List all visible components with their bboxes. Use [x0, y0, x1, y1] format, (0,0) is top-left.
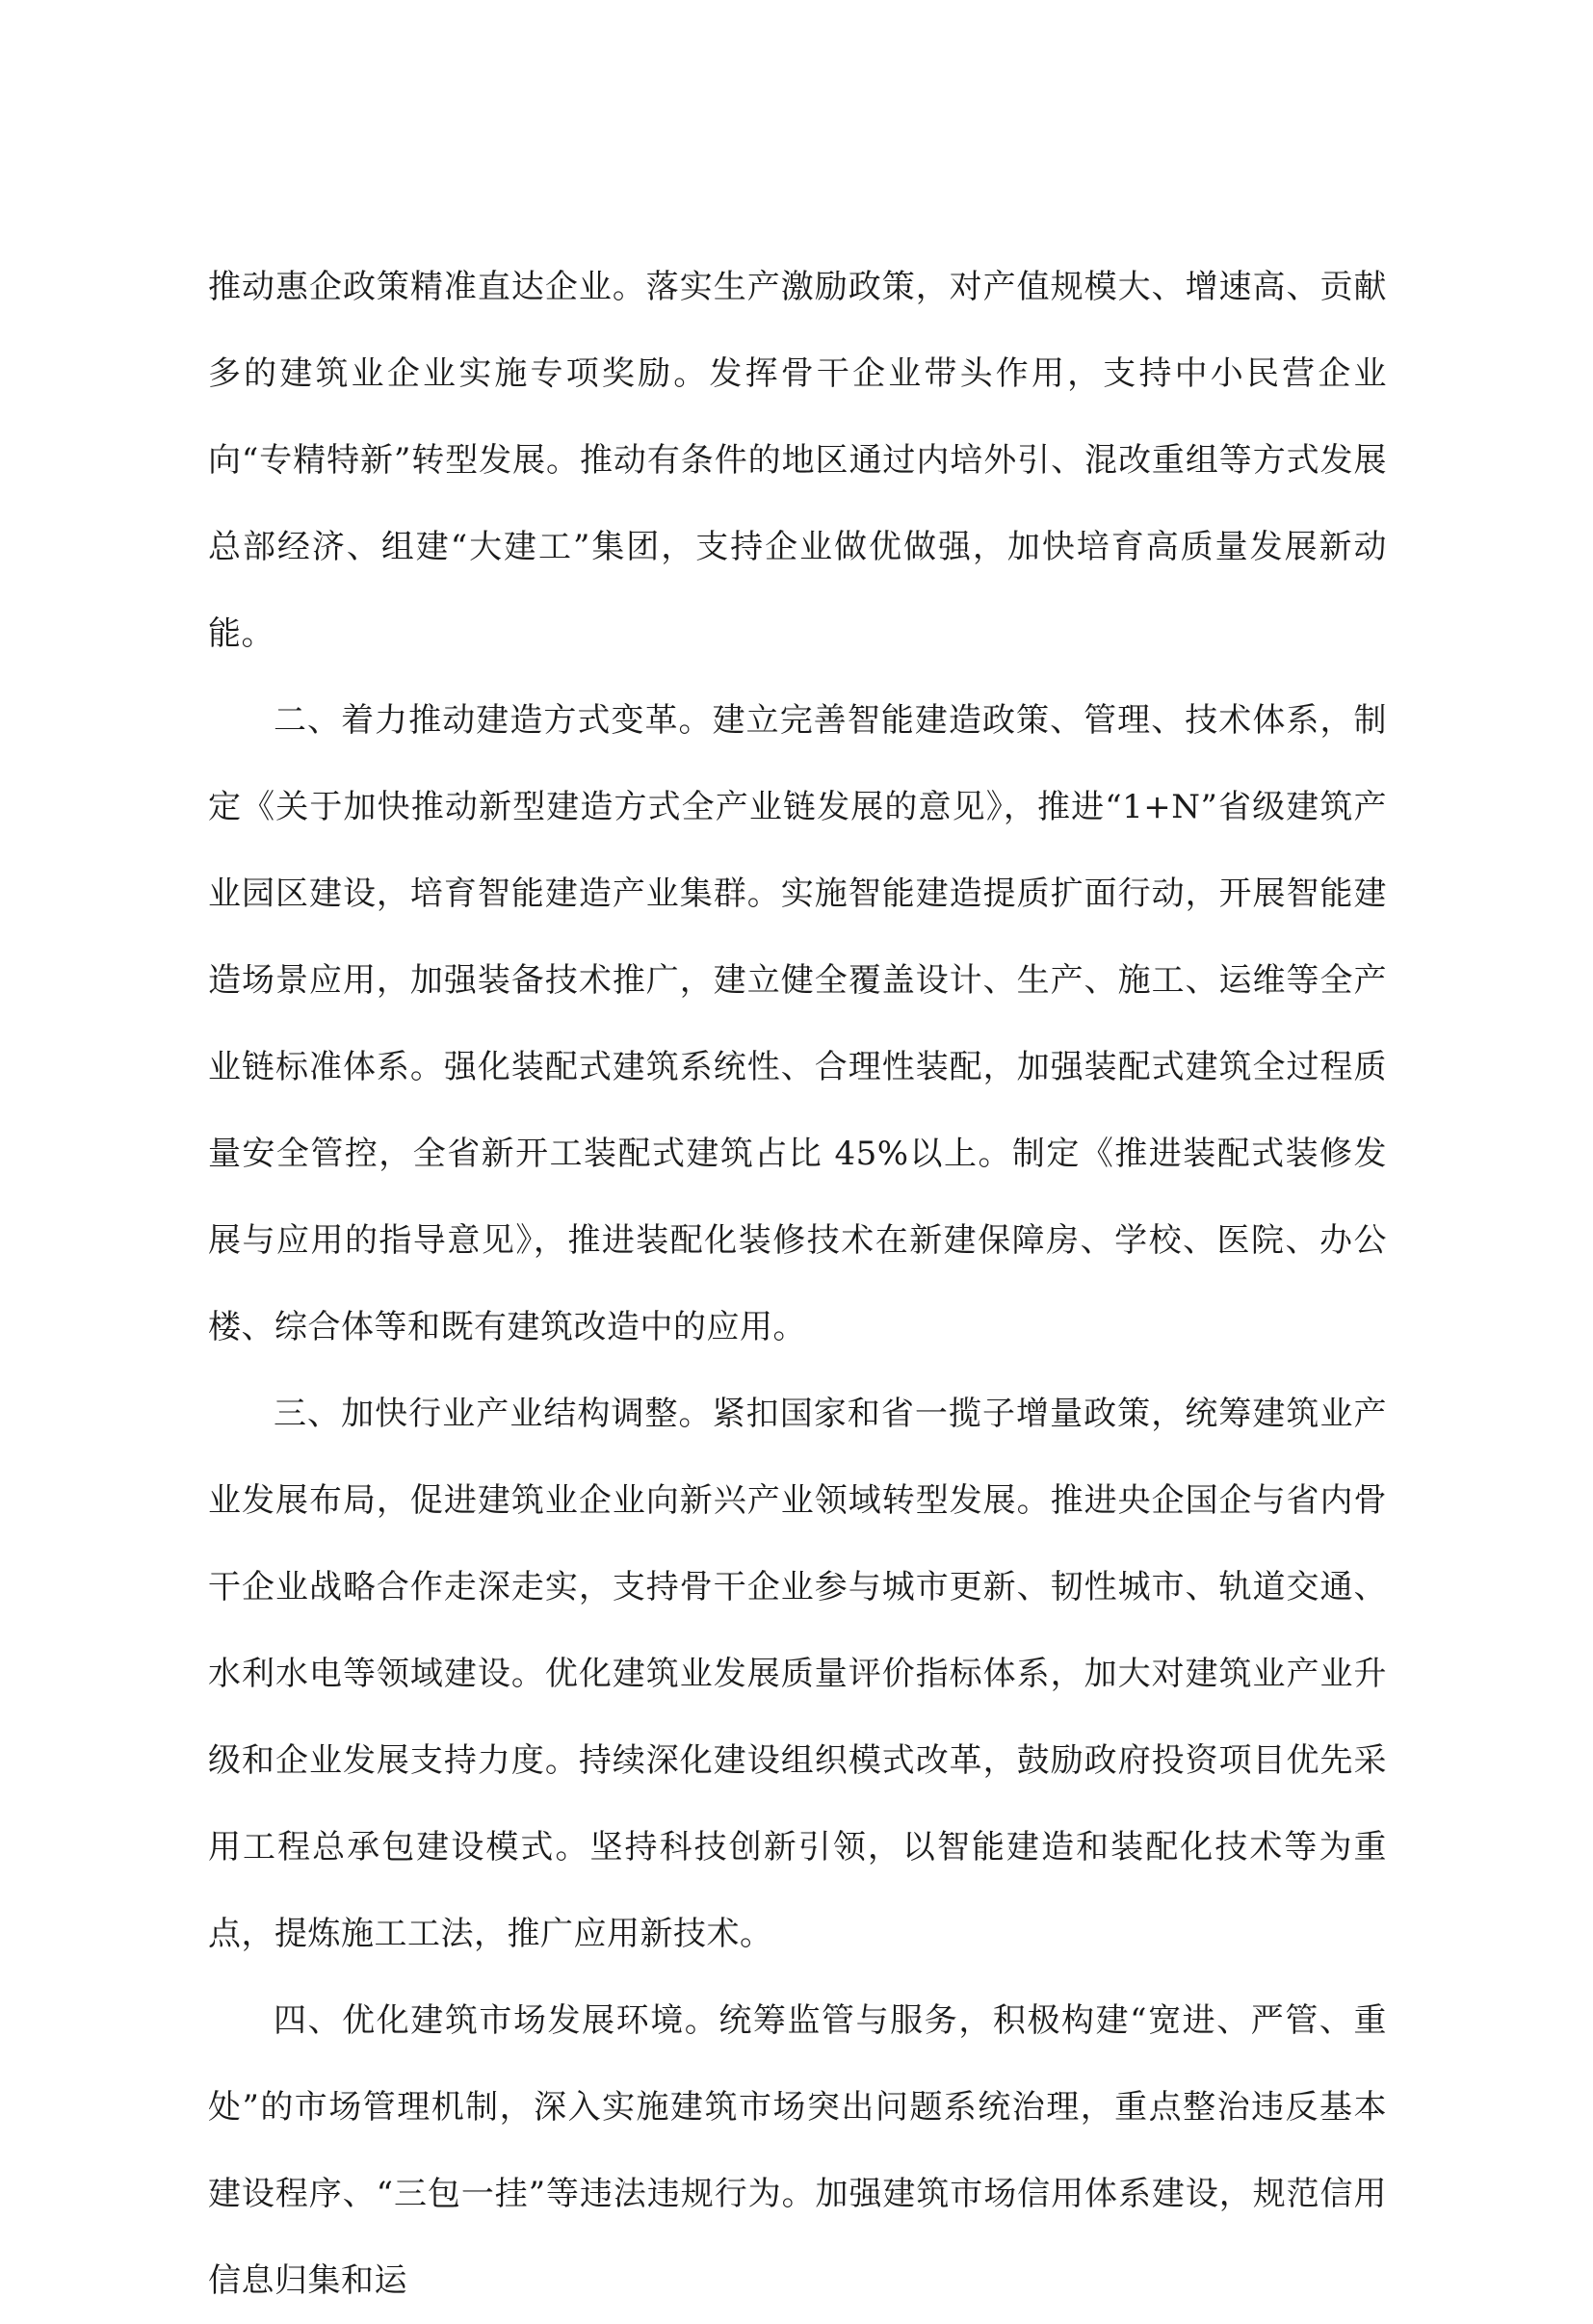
paragraph-section-3: 三、加快行业产业结构调整。紧扣国家和省一揽子增量政策，统筹建筑业产业发展布局，促进建筑业企业向新兴产业领域转型发展。推进央企国企与省内骨干企业战略合作走深走实，支持骨干企业参与城市更新、韧性城市、轨道交通、水利水电等领域建设。优化建筑业发展质量评价指标体系，加大对建筑业产业升级和企业发展支持力度。持续深化建设组织模式改革，鼓励政府投资项目优先采用工程总承包建设模式。坚持科技创新引领，以智能建造和装配化技术等为重点，提炼施工工法，推广应用新技术。 [208, 1395, 1387, 1953]
paragraph-continuation: 推动惠企政策精准直达企业。落实生产激励政策，对产值规模大、增速高、贡献多的建筑业企业实施专项奖励。发挥骨干企业带头作用，支持中小民营企业向“专精特新”转型发展。推动有条件的地区通过内培外引、混改重组等方式发展总部经济、组建“大建工”集团，支持企业做优做强，加快培育高质量发展新动能。 [208, 268, 1387, 653]
paragraph-section-2: 二、着力推动建造方式变革。建立完善智能建造政策、管理、技术体系，制定《关于加快推动新型建造方式全产业链发展的意见》，推进“1+N”省级建筑产业园区建设，培育智能建造产业集群。实施智能建造提质扩面行动，开展智能建造场景应用，加强装备技术推广，建立健全覆盖设计、生产、施工、运维等全产业链标准体系。强化装配式建筑系统性、合理性装配，加强装配式建筑全过程质量安全管控，全省新开工装配式建筑占比 45%以上。制定《推进装配式装修发展与应用的指导意见》，推进装配化装修技术在新建保障房、学校、医院、办公楼、综合体等和既有建筑改造中的应用。 [208, 701, 1387, 1346]
document-page [208, 244, 1387, 2324]
paragraph-section-4: 四、优化建筑市场发展环境。统筹监管与服务，积极构建“宽进、严管、重处”的市场管理机制，深入实施建筑市场突出问题系统治理，重点整治违反基本建设程序、“三包一挂”等违法违规行为。加强建筑市场信用体系建设，规范信用信息归集和运 [208, 2001, 1387, 2300]
